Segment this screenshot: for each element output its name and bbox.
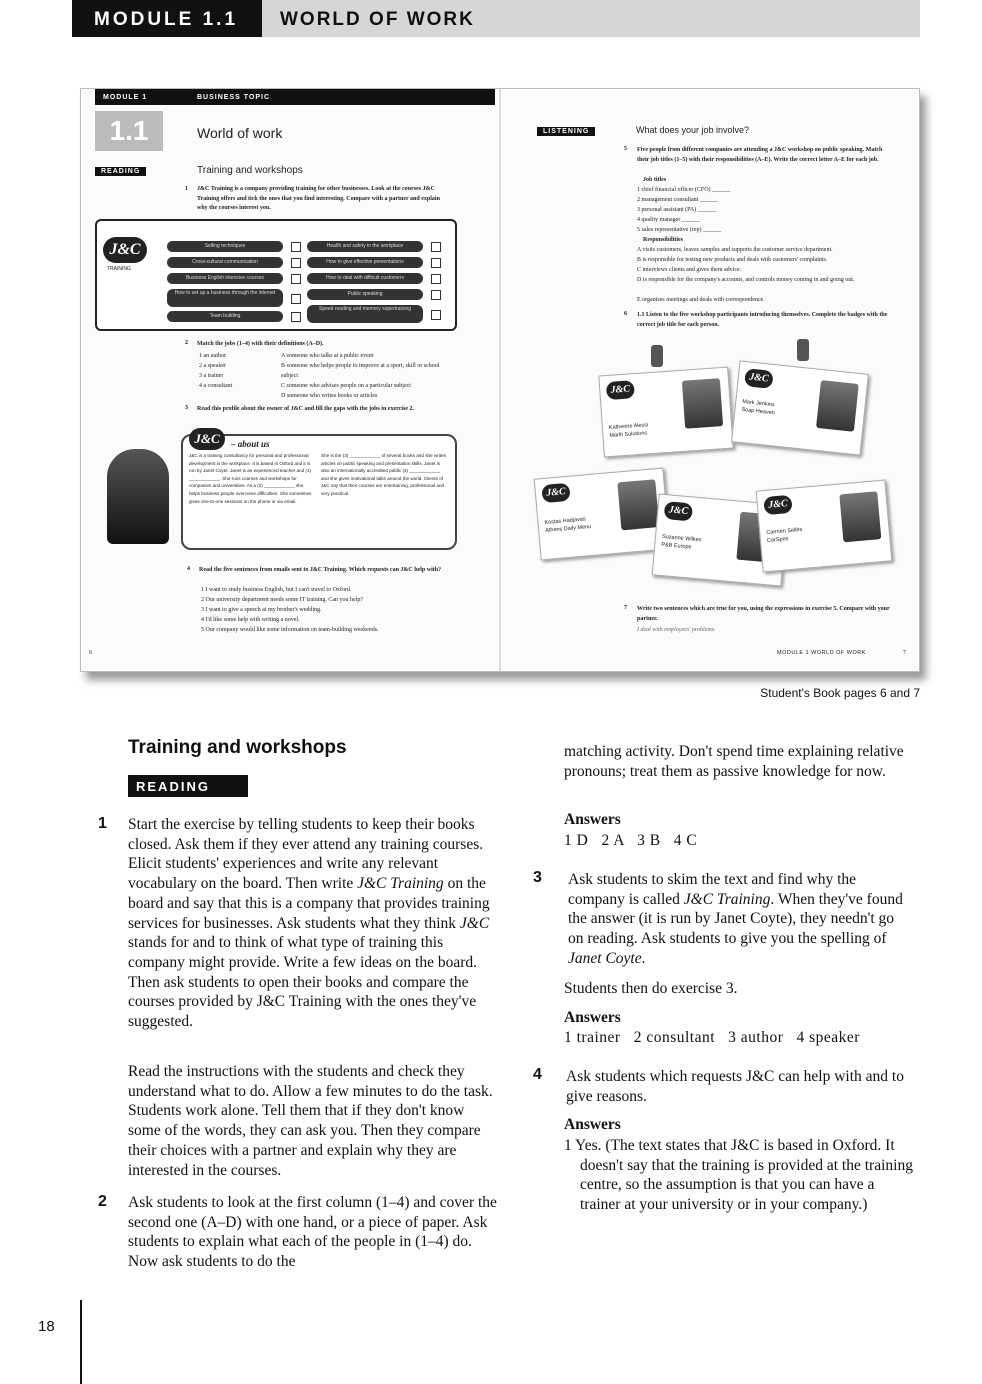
right-page-footer: MODULE 1 WORLD OF WORK <box>777 650 866 656</box>
course-pill: Speed reading and memory supertraining <box>307 305 423 323</box>
course-checkbox[interactable] <box>291 274 301 284</box>
course-pill: Business English intensive courses <box>167 273 283 284</box>
badge-name: Katherine Alessi <box>608 422 649 432</box>
ex4-item: 2 Our university department needs some IT training. Can you help? <box>201 597 364 603</box>
about-us-right-column: She is the (3) ____________ of several books and she writes articles on public speaking and presentation skills. Janet is also an internationally accredited public (4) ____________ and she gives motivational talks around the world. Clients of J&C say that their courses are entertaining, professional and very practical. <box>321 453 446 496</box>
badge-clip <box>651 345 663 367</box>
badge-company: Soap Heaven <box>741 406 775 417</box>
badge-logo: J&C <box>664 501 693 521</box>
responsibility: D is responsible for the company's accounts, and controls money coming in and going out. <box>637 277 855 283</box>
ex2-job: 2 a speaker <box>199 363 226 369</box>
book-spread-image <box>80 88 920 672</box>
item-3-followup: Students then do exercise 3. <box>564 980 738 997</box>
text-run: . When they've found the answer (it is run by Janet Coyte), they needn't go on reading. Ask students to give you the spelling of <box>568 890 903 948</box>
badge-photo <box>617 479 659 530</box>
responsibility: E organises meetings and deals with correspondence. <box>637 297 765 303</box>
badge <box>756 479 893 572</box>
course-pill: How to give effective presentations <box>307 257 423 268</box>
spread-caption: Student's Book pages 6 and 7 <box>760 686 920 700</box>
answers-heading: Answers <box>564 1116 621 1133</box>
ex4-number: 4 <box>187 566 190 572</box>
ex7-example: I deal with employees' problems. <box>637 627 716 633</box>
ex5-text: Five people from different companies are attending a J&C workshop on public speaking. Match their job titles (1–5) with their responsibilities (A–E). Write the correct letter A–E for each job. <box>637 147 883 163</box>
badge-photo <box>816 380 859 432</box>
job-title: 2 management consultant ______ <box>637 197 718 203</box>
item-4-paragraph: Ask students which requests J&C can help with and to give reasons. <box>566 1068 904 1105</box>
ex1-number: 1 <box>185 186 188 192</box>
course-checkbox[interactable] <box>431 258 441 268</box>
listening-title: What does your job involve? <box>636 125 750 135</box>
responsibilities-heading: Responsibilities <box>643 237 684 243</box>
item-2-paragraph-continued: matching activity. Don't spend time explaining relative pronouns; treat them as passive knowledge for now. <box>564 743 904 780</box>
ex6-number: 6 <box>624 311 627 317</box>
course-checkbox[interactable] <box>431 290 441 300</box>
course-pill: How to deal with difficult customers <box>307 273 423 284</box>
left-band-topic: BUSINESS TOPIC <box>197 94 270 101</box>
responsibility: A visits customers, leaves samples and supports the customer service department. <box>637 247 833 253</box>
text-run: stands for and to think of what type of training this company might provide. Write a few ideas on the board. Then ask students to open their books and compare the courses provided by J&C Training with the ones they've suggested. <box>128 934 478 1031</box>
badge <box>534 467 671 560</box>
jc-logo-small: J&C <box>189 428 225 450</box>
left-band-module: MODULE 1 <box>103 94 148 101</box>
badge-name: Kostas Hadjavas <box>544 516 586 527</box>
badge-company: P&B Europe <box>661 541 692 551</box>
answers-heading: Answers <box>564 1009 621 1026</box>
module-label: MODULE 1.1 <box>72 0 262 37</box>
badge-company: Athens Daily Menu <box>545 523 592 534</box>
module-title: WORLD OF WORK <box>280 9 475 30</box>
responsibility: C interviews clients and gives them advice. <box>637 267 742 273</box>
badge-logo: J&C <box>744 368 774 389</box>
ex1-text: J&C Training is a company providing training for other businesses. Look at the courses J&C Training offers and tick the ones that you find interesting. Compare with a partner and explain why the courses interest you. <box>197 186 440 211</box>
page-number-rule <box>80 1300 82 1384</box>
badge-name: Mark Jenkins <box>742 398 775 409</box>
badge-logo: J&C <box>541 483 570 503</box>
ex4-item: 5 Our company would like some information on team-building weekends. <box>201 627 379 633</box>
ex4-item: 1 I want to study business English, but I can't travel to Oxford. <box>201 587 352 593</box>
course-checkbox[interactable] <box>291 242 301 252</box>
item-2-number: 2 <box>98 1193 107 1210</box>
item-1-number: 1 <box>98 815 107 832</box>
jc-logo: J&C <box>103 237 147 263</box>
text-run: . <box>641 949 646 967</box>
left-page-number: 6 <box>89 650 92 656</box>
badge-logo: J&C <box>606 380 635 400</box>
jc-logo-sub: TRAINING <box>107 266 131 272</box>
job-titles-heading: Job titles <box>643 177 667 183</box>
ex3-text: Read this profile about the owner of J&C and fill the gaps with the jobs in exercise 2. <box>197 406 415 412</box>
course-pill: How to set up a business through the internet <box>167 289 283 307</box>
badge-photo <box>682 378 723 429</box>
badge <box>731 360 869 455</box>
item-4-number: 4 <box>533 1066 542 1083</box>
ex2-job: 3 a trainer <box>199 373 224 379</box>
page-number: 18 <box>38 1318 55 1335</box>
text-run-italic: J&C <box>459 914 490 932</box>
badge-name: Carmen Sellés <box>766 526 803 537</box>
text-run: Ask students to skim the text and find why the company is called <box>568 871 857 908</box>
item-3-paragraph <box>568 870 910 969</box>
job-title: 4 quality manager ______ <box>637 217 700 223</box>
janet-coyte-photo <box>107 449 169 544</box>
reading-tag: READING <box>95 167 146 176</box>
badge-logo: J&C <box>763 495 792 515</box>
badge-clip <box>797 339 809 361</box>
item-2-paragraph: Ask students to look at the first column (1–4) and cover the second one (A–D) with one hand, or a piece of paper. Ask students to explain what each of the people in (1–4) do. Now ask students to do the <box>128 1194 497 1271</box>
course-checkbox[interactable] <box>291 258 301 268</box>
course-pill: Cross-cultural communication <box>167 257 283 268</box>
text-run: Start the exercise by telling students to keep their books closed. Ask them if they ever attend any training courses. Elicit students' experiences and write any relevant vocabulary on the board. Then write <box>128 816 484 893</box>
ex3-number: 3 <box>185 405 188 411</box>
ex2-def: B someone who helps people to improve at a sport, skill or school subject <box>281 363 440 379</box>
ex2-job: 4 a consultant <box>199 383 233 389</box>
ex2-job: 1 an author <box>199 353 226 359</box>
item-3-number: 3 <box>533 869 542 886</box>
right-page-number: 7 <box>903 650 906 656</box>
ex4-item: 4 I'd like some help with writing a novel. <box>201 617 300 623</box>
job-title: 5 sales representative (rep) ______ <box>637 227 721 233</box>
text-run-italic: J&C Training <box>357 875 444 893</box>
answers-heading: Answers <box>564 811 621 828</box>
text-run-italic: Janet Coyte <box>568 949 642 967</box>
item-1-paragraph <box>128 815 490 1032</box>
ex5-number: 5 <box>624 146 627 152</box>
item-1-paragraph-2: Read the instructions with the students and check they understand what to do. Allow a few minutes to do the task. Students work alone. Tell them that if they don't know some of the words, they can ask you. Then they compare their choices with a partner and explain why they are interested in the courses. <box>128 1063 493 1179</box>
left-page-band <box>95 89 495 105</box>
ex2-number: 2 <box>185 340 188 346</box>
ex7-number: 7 <box>624 605 627 611</box>
badge-company: CarSpes <box>766 536 789 545</box>
course-checkbox[interactable] <box>431 242 441 252</box>
ex2-def: D someone who writes books or articles <box>281 393 378 399</box>
ex7-text: Write two sentences which are true for you, using the expressions in exercise 5. Compare with your partner. <box>637 606 890 622</box>
item-4-answer: 1 Yes. (The text states that J&C is based in Oxford. It doesn't say that the training is provided at the training centre, so the assumption is that you can have a trainer at your university or in your company.) <box>564 1137 913 1214</box>
job-title: 1 chief financial officer (CFO) ______ <box>637 187 731 193</box>
ex4-item: 3 I want to give a speech at my brother's wedding. <box>201 607 322 613</box>
ex4-text: Read the five sentences from emails sent to J&C Training. Which requests can J&C help with? <box>199 567 442 573</box>
badge-company: Marlit Solutions <box>609 430 648 439</box>
course-checkbox[interactable] <box>291 312 301 322</box>
unit-number-box: 1.1 <box>95 111 163 151</box>
badge <box>598 367 733 458</box>
spread-section-title: Training and workshops <box>197 165 303 176</box>
text-run: on the board and say that this is a company that provides training services for businesses. Ask students what they think <box>128 875 490 932</box>
about-us-box <box>181 431 457 550</box>
badge-photo <box>839 491 881 542</box>
course-pill: Team building <box>167 311 283 322</box>
responsibility: B is responsible for testing new products and deals with customers' complaints. <box>637 257 828 263</box>
listening-tag: LISTENING <box>537 127 595 136</box>
about-us-title: – about us <box>231 439 270 449</box>
section-title: Training and workshops <box>128 737 347 758</box>
course-checkbox[interactable] <box>431 274 441 284</box>
item-3-answers: 1 trainer 2 consultant 3 author 4 speaker <box>564 1029 860 1046</box>
about-us-left-column: J&C is a training consultancy for personal and professional development in the workplace. It is based in Oxford and it is run by Janet Coyte. Janet is an experienced teacher and (1) ____________. She runs courses and workshops for companies and universities. As a (2) ____________ she helps business people overcome difficulties. She sometimes gives one-to-one sessions on the phone or via email. <box>189 453 312 504</box>
course-pill: Public speaking <box>307 289 423 300</box>
badge-name: Suzanne Wilkes <box>661 533 702 544</box>
ex2-def: C someone who advises people on a particular subject <box>281 383 411 389</box>
job-title: 3 personal assistant (PA) ______ <box>637 207 716 213</box>
item-2-answers: 1 D 2 A 3 B 4 C <box>564 832 698 849</box>
course-checkbox[interactable] <box>291 294 301 304</box>
ex2-text: Match the jobs (1–4) with their definitions (A–D). <box>197 341 324 347</box>
course-pill: Health and safety in the workplace <box>307 241 423 252</box>
course-checkbox[interactable] <box>431 310 441 320</box>
courses-widget <box>95 219 457 331</box>
ex6-text: 1.1 Listen to the five workshop participants introducing themselves. Complete the badges with the correct job title for each person. <box>637 312 888 328</box>
text-run-italic: J&C Training <box>683 890 771 908</box>
spread-spine <box>499 89 501 671</box>
ex2-def: A someone who talks at a public event <box>281 353 374 359</box>
course-pill: Selling techniques <box>167 241 283 252</box>
reading-label: READING <box>128 775 248 797</box>
unit-title: World of work <box>197 125 283 141</box>
